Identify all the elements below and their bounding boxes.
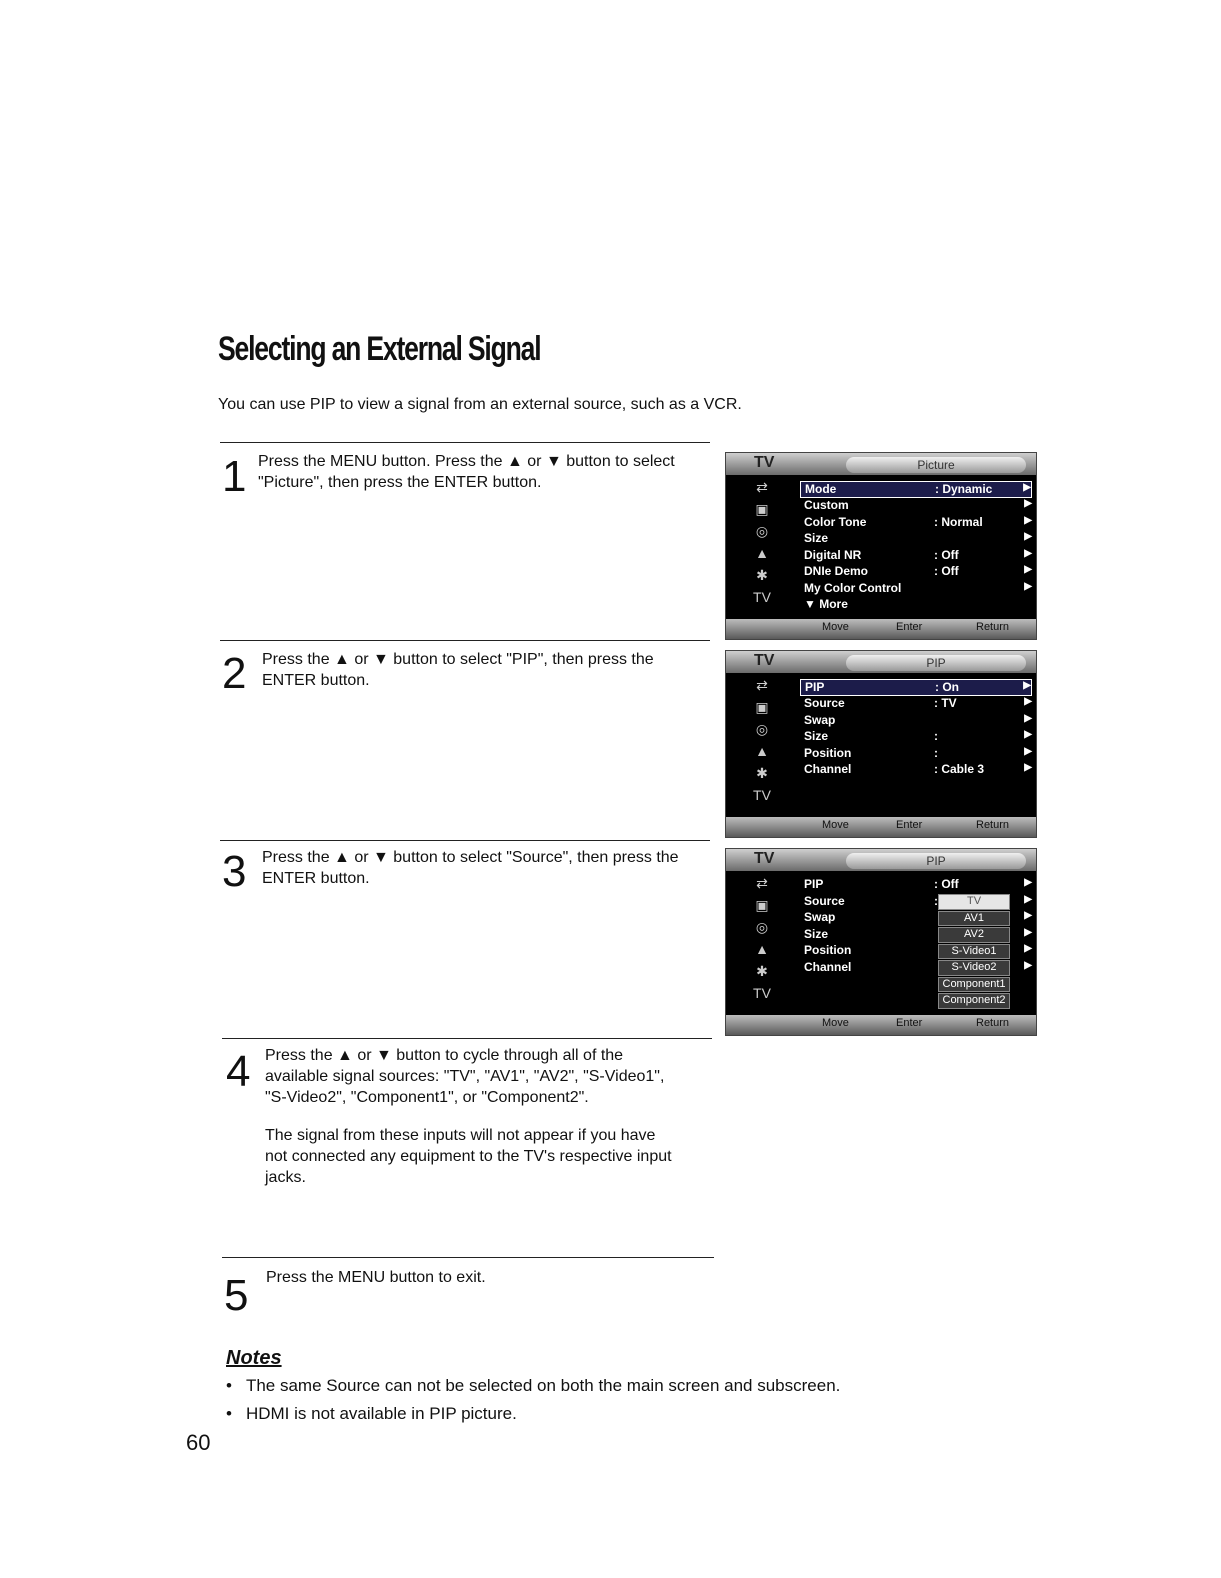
osd-footer xyxy=(726,817,1036,837)
menu-row[interactable] xyxy=(800,713,1032,730)
channel-icon: ▲ xyxy=(755,941,769,957)
menu-row-value: : Dynamic xyxy=(935,482,993,496)
step-divider xyxy=(220,640,710,641)
submenu-arrow-icon: ▶ xyxy=(1024,729,1032,740)
menu-row-label: Channel xyxy=(804,959,852,974)
menu-row[interactable] xyxy=(800,679,1032,696)
menu-row[interactable] xyxy=(800,762,1032,779)
channel-icon: ▲ xyxy=(755,743,769,759)
note-item: • HDMI is not available in PIP picture. xyxy=(226,1400,840,1428)
input-icon: ⇄ xyxy=(756,479,768,495)
footer-enter: Enter xyxy=(896,621,923,633)
menu-row-label: Custom xyxy=(804,498,849,512)
step-divider xyxy=(222,1257,714,1258)
menu-row[interactable] xyxy=(800,498,1032,515)
footer-move: Move xyxy=(822,621,849,633)
menu-tab-title: Picture xyxy=(846,457,1026,473)
menu-row-label: PIP xyxy=(804,877,824,891)
osd-icon-column xyxy=(748,677,776,809)
menu-row-label: Source xyxy=(804,893,845,908)
menu-row-label: Mode xyxy=(805,482,837,496)
sound-icon: ◎ xyxy=(755,919,769,935)
submenu-arrow-icon: ▶ xyxy=(1024,564,1032,575)
step-text-block xyxy=(265,1045,675,1188)
menu-row-label: Channel xyxy=(804,762,852,776)
pip-menu-screen xyxy=(725,650,1037,838)
submenu-arrow-icon: ▶ xyxy=(1024,926,1032,938)
footer-enter: Enter xyxy=(896,1017,923,1029)
menu-row-label: Source xyxy=(804,696,845,710)
osd-header xyxy=(726,453,1036,475)
tv-icon: TV xyxy=(753,985,771,1001)
menu-row[interactable] xyxy=(800,548,1032,565)
source-option[interactable]: AV1 xyxy=(938,911,1010,927)
submenu-arrow-icon: ▶ xyxy=(1023,482,1031,493)
menu-row[interactable] xyxy=(800,515,1032,532)
submenu-arrow-icon: ▶ xyxy=(1024,547,1032,559)
menu-row-label: Size xyxy=(804,926,829,941)
submenu-arrow-icon: ▶ xyxy=(1024,531,1032,542)
step-number: 4 xyxy=(226,1047,251,1096)
step-number: 1 xyxy=(222,452,247,501)
picture-icon: ▣ xyxy=(755,699,769,715)
tv-icon: TV xyxy=(753,589,771,605)
submenu-arrow-icon: ▶ xyxy=(1024,877,1032,888)
source-option[interactable]: AV2 xyxy=(938,927,1010,943)
menu-row[interactable] xyxy=(800,531,1032,548)
menu-row[interactable] xyxy=(800,481,1032,498)
menu-tab-title: PIP xyxy=(846,853,1026,869)
menu-tab-title: PIP xyxy=(846,655,1026,671)
picture-menu-screen xyxy=(725,452,1037,640)
picture-menu-rows xyxy=(800,481,1032,614)
osd-footer xyxy=(726,1015,1036,1035)
menu-row-label: Swap xyxy=(804,712,836,727)
osd-footer xyxy=(726,619,1036,639)
submenu-arrow-icon: ▶ xyxy=(1024,696,1032,707)
notes-heading: Notes xyxy=(226,1347,282,1369)
source-menu-screen xyxy=(725,848,1037,1036)
menu-row[interactable] xyxy=(800,597,1032,614)
step-number: 2 xyxy=(222,649,247,698)
menu-row-label: Size xyxy=(804,729,829,743)
step-note: The signal from these inputs will not appear if you have not connected any equipment to the TV's respective input jacks. xyxy=(265,1127,672,1186)
menu-row[interactable] xyxy=(800,564,1032,581)
menu-row[interactable] xyxy=(800,696,1032,713)
submenu-arrow-icon: ▶ xyxy=(1024,712,1032,724)
menu-row-value: : Off xyxy=(934,547,959,562)
menu-row[interactable] xyxy=(800,746,1032,763)
menu-row-value: : Normal xyxy=(934,514,983,529)
menu-row-label: Position xyxy=(804,943,852,957)
step-text: Press the ▲ or ▼ button to select "PIP", then press the ENTER button. xyxy=(262,651,654,689)
input-icon: ⇄ xyxy=(756,677,768,693)
pip-menu-rows xyxy=(800,679,1032,779)
menu-row-label: Position xyxy=(804,745,852,760)
menu-row-label: PIP xyxy=(805,680,825,694)
source-option[interactable]: TV xyxy=(938,894,1010,910)
footer-move: Move xyxy=(822,819,849,831)
menu-row[interactable] xyxy=(800,581,1032,598)
menu-row-value: : Off xyxy=(934,564,959,578)
menu-row-value: : Off xyxy=(934,877,959,891)
menu-row[interactable] xyxy=(800,729,1032,746)
step-text: Press the MENU button. Press the ▲ or ▼ button to select "Picture", then press the ENTER button. xyxy=(258,453,675,491)
step-divider xyxy=(222,1038,712,1039)
submenu-arrow-icon: ▶ xyxy=(1024,514,1032,526)
sound-icon: ◎ xyxy=(755,721,769,737)
menu-row-label: Digital NR xyxy=(804,547,862,562)
submenu-arrow-icon: ▶ xyxy=(1024,580,1032,592)
submenu-arrow-icon: ▶ xyxy=(1024,762,1032,773)
footer-return: Return xyxy=(976,1017,1010,1029)
menu-row-value: : TV xyxy=(934,696,957,710)
menu-row-label: Swap xyxy=(804,910,836,924)
osd-header xyxy=(726,651,1036,673)
setup-icon: ✱ xyxy=(756,765,768,781)
step-text: Press the ▲ or ▼ button to select "Source", then press the ENTER button. xyxy=(262,849,679,887)
setup-icon: ✱ xyxy=(756,567,768,583)
footer-return: Return xyxy=(976,621,1010,633)
tv-mode-label: TV xyxy=(754,850,775,867)
step-text: Press the MENU button to exit. xyxy=(266,1269,486,1286)
picture-icon: ▣ xyxy=(755,501,769,517)
setup-icon: ✱ xyxy=(756,963,768,979)
submenu-arrow-icon: ▶ xyxy=(1023,680,1031,691)
osd-icon-column xyxy=(748,479,776,611)
page-number: 60 xyxy=(186,1430,211,1455)
menu-row-value: : xyxy=(934,745,938,760)
source-option[interactable]: Component2 xyxy=(938,993,1010,1009)
step-number: 5 xyxy=(224,1271,249,1320)
menu-row-value: : xyxy=(934,893,938,908)
source-option[interactable]: S-Video2 xyxy=(938,960,1010,976)
menu-row-value: : Cable 3 xyxy=(934,762,985,776)
channel-icon: ▲ xyxy=(755,545,769,561)
source-option[interactable]: S-Video1 xyxy=(938,944,1010,960)
menu-row-label: My Color Control xyxy=(804,580,902,595)
note-item: • The same Source can not be selected on both the main screen and subscreen. xyxy=(226,1372,840,1400)
source-option[interactable]: Component1 xyxy=(938,977,1010,993)
source-dropdown-list xyxy=(938,894,1010,1010)
sound-icon: ◎ xyxy=(755,523,769,539)
submenu-arrow-icon: ▶ xyxy=(1024,910,1032,921)
step-number: 3 xyxy=(222,847,247,896)
menu-row[interactable] xyxy=(800,877,1032,894)
submenu-arrow-icon: ▶ xyxy=(1024,893,1032,905)
picture-icon: ▣ xyxy=(755,897,769,913)
intro-text: You can use PIP to view a signal from an external source, such as a VCR. xyxy=(218,396,742,413)
tv-mode-label: TV xyxy=(754,652,775,669)
menu-row-value: : xyxy=(934,729,938,743)
menu-row-label: ▼ More xyxy=(804,597,848,611)
menu-row-value: : On xyxy=(935,680,959,694)
tv-mode-label: TV xyxy=(754,454,775,471)
submenu-arrow-icon: ▶ xyxy=(1024,498,1032,509)
tv-icon: TV xyxy=(753,787,771,803)
menu-row-label: DNIe Demo xyxy=(804,564,869,578)
menu-row-label: Color Tone xyxy=(804,514,867,529)
step-divider xyxy=(220,840,710,841)
step-divider xyxy=(220,442,710,443)
notes-list xyxy=(226,1372,840,1428)
input-icon: ⇄ xyxy=(756,875,768,891)
step-text: Press the ▲ or ▼ button to cycle through all of the available signal sources: "TV", "AV1", "AV2", "S-Video1", "S-Video2", "Component1", or "Component2". xyxy=(265,1047,665,1106)
footer-move: Move xyxy=(822,1017,849,1029)
submenu-arrow-icon: ▶ xyxy=(1024,745,1032,757)
submenu-arrow-icon: ▶ xyxy=(1024,959,1032,971)
osd-icon-column xyxy=(748,875,776,1007)
footer-return: Return xyxy=(976,819,1010,831)
menu-row-label: Size xyxy=(804,531,829,545)
page-title: Selecting an External Signal xyxy=(218,330,541,368)
osd-header xyxy=(726,849,1036,871)
submenu-arrow-icon: ▶ xyxy=(1024,943,1032,954)
footer-enter: Enter xyxy=(896,819,923,831)
